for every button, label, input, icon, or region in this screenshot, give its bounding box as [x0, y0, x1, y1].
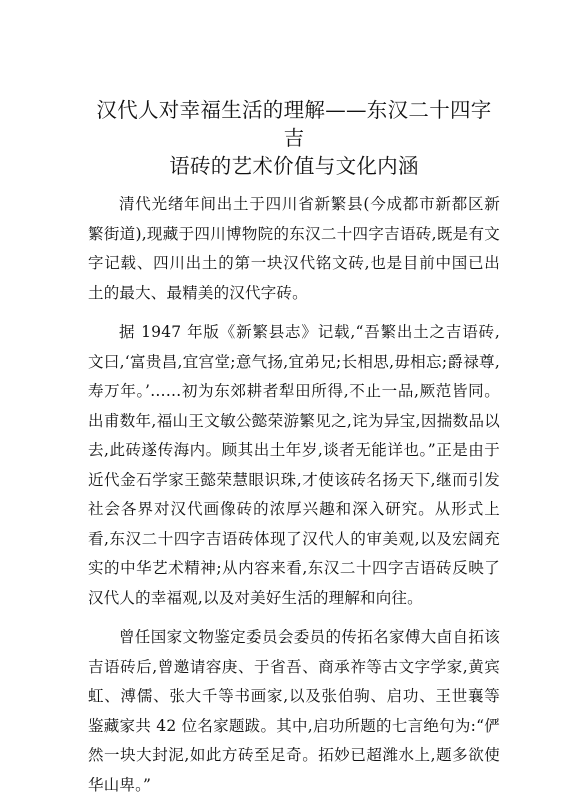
document-title: [88, 96, 500, 180]
title-line-1: 汉代人对幸福生活的理解——东汉二十四字吉: [96, 98, 492, 150]
document-page: [88, 96, 500, 810]
paragraph-3: 曾任国家文物鉴定委员会委员的传拓名家傅大卣自拓该吉语砖后,曾邀请容庚、于省吾、商承祚等古文字学家,黄宾虹、溥儒、张大千等书画家,以及张伯驹、启功、王世襄等鉴藏家共 42 位名家题跋。其中,启功所题的七言绝句为:“俨然一块大封泥,如此方砖至足奇。拓妙已超潍水上,题多欲使华山卑。”: [88, 628, 500, 794]
paragraph-2: 据 1947 年版《新繁县志》记载,“吾繁出土之吉语砖,文曰,‘富贵昌,宜宫堂;意气扬,宜弟兄;长相思,毋相忘;爵禄尊,寿万年。’……初为东郊耕者犁田所得,不止一品,厥范皆同。出甫数年,福山王文敏公懿荣游繁见之,诧为异宝,因揣数品以去,此砖遂传海内。顾其出土年岁,谈者无能详也。”正是由于近代金石学家王懿荣慧眼识珠,才使该砖名扬天下,继而引发社会各界对汉代画像砖的浓厚兴趣和深入研究。从形式上看,东汉二十四字吉语砖体现了汉代人的审美观,以及宏阔充实的中华艺术精神;从内容来看,东汉二十四字吉语砖反映了汉代人的幸福观,以及对美好生活的理解和向往。: [88, 323, 500, 607]
title-line-2: 语砖的艺术价值与文化内涵: [169, 154, 419, 178]
paragraph-1: 清代光绪年间出土于四川省新繁县(今成都市新都区新繁街道),现藏于四川博物院的东汉二十四字吉语砖,既是有文字记载、四川出土的第一块汉代铭文砖,也是目前中国已出土的最大、最精美的汉代字砖。: [88, 195, 500, 302]
